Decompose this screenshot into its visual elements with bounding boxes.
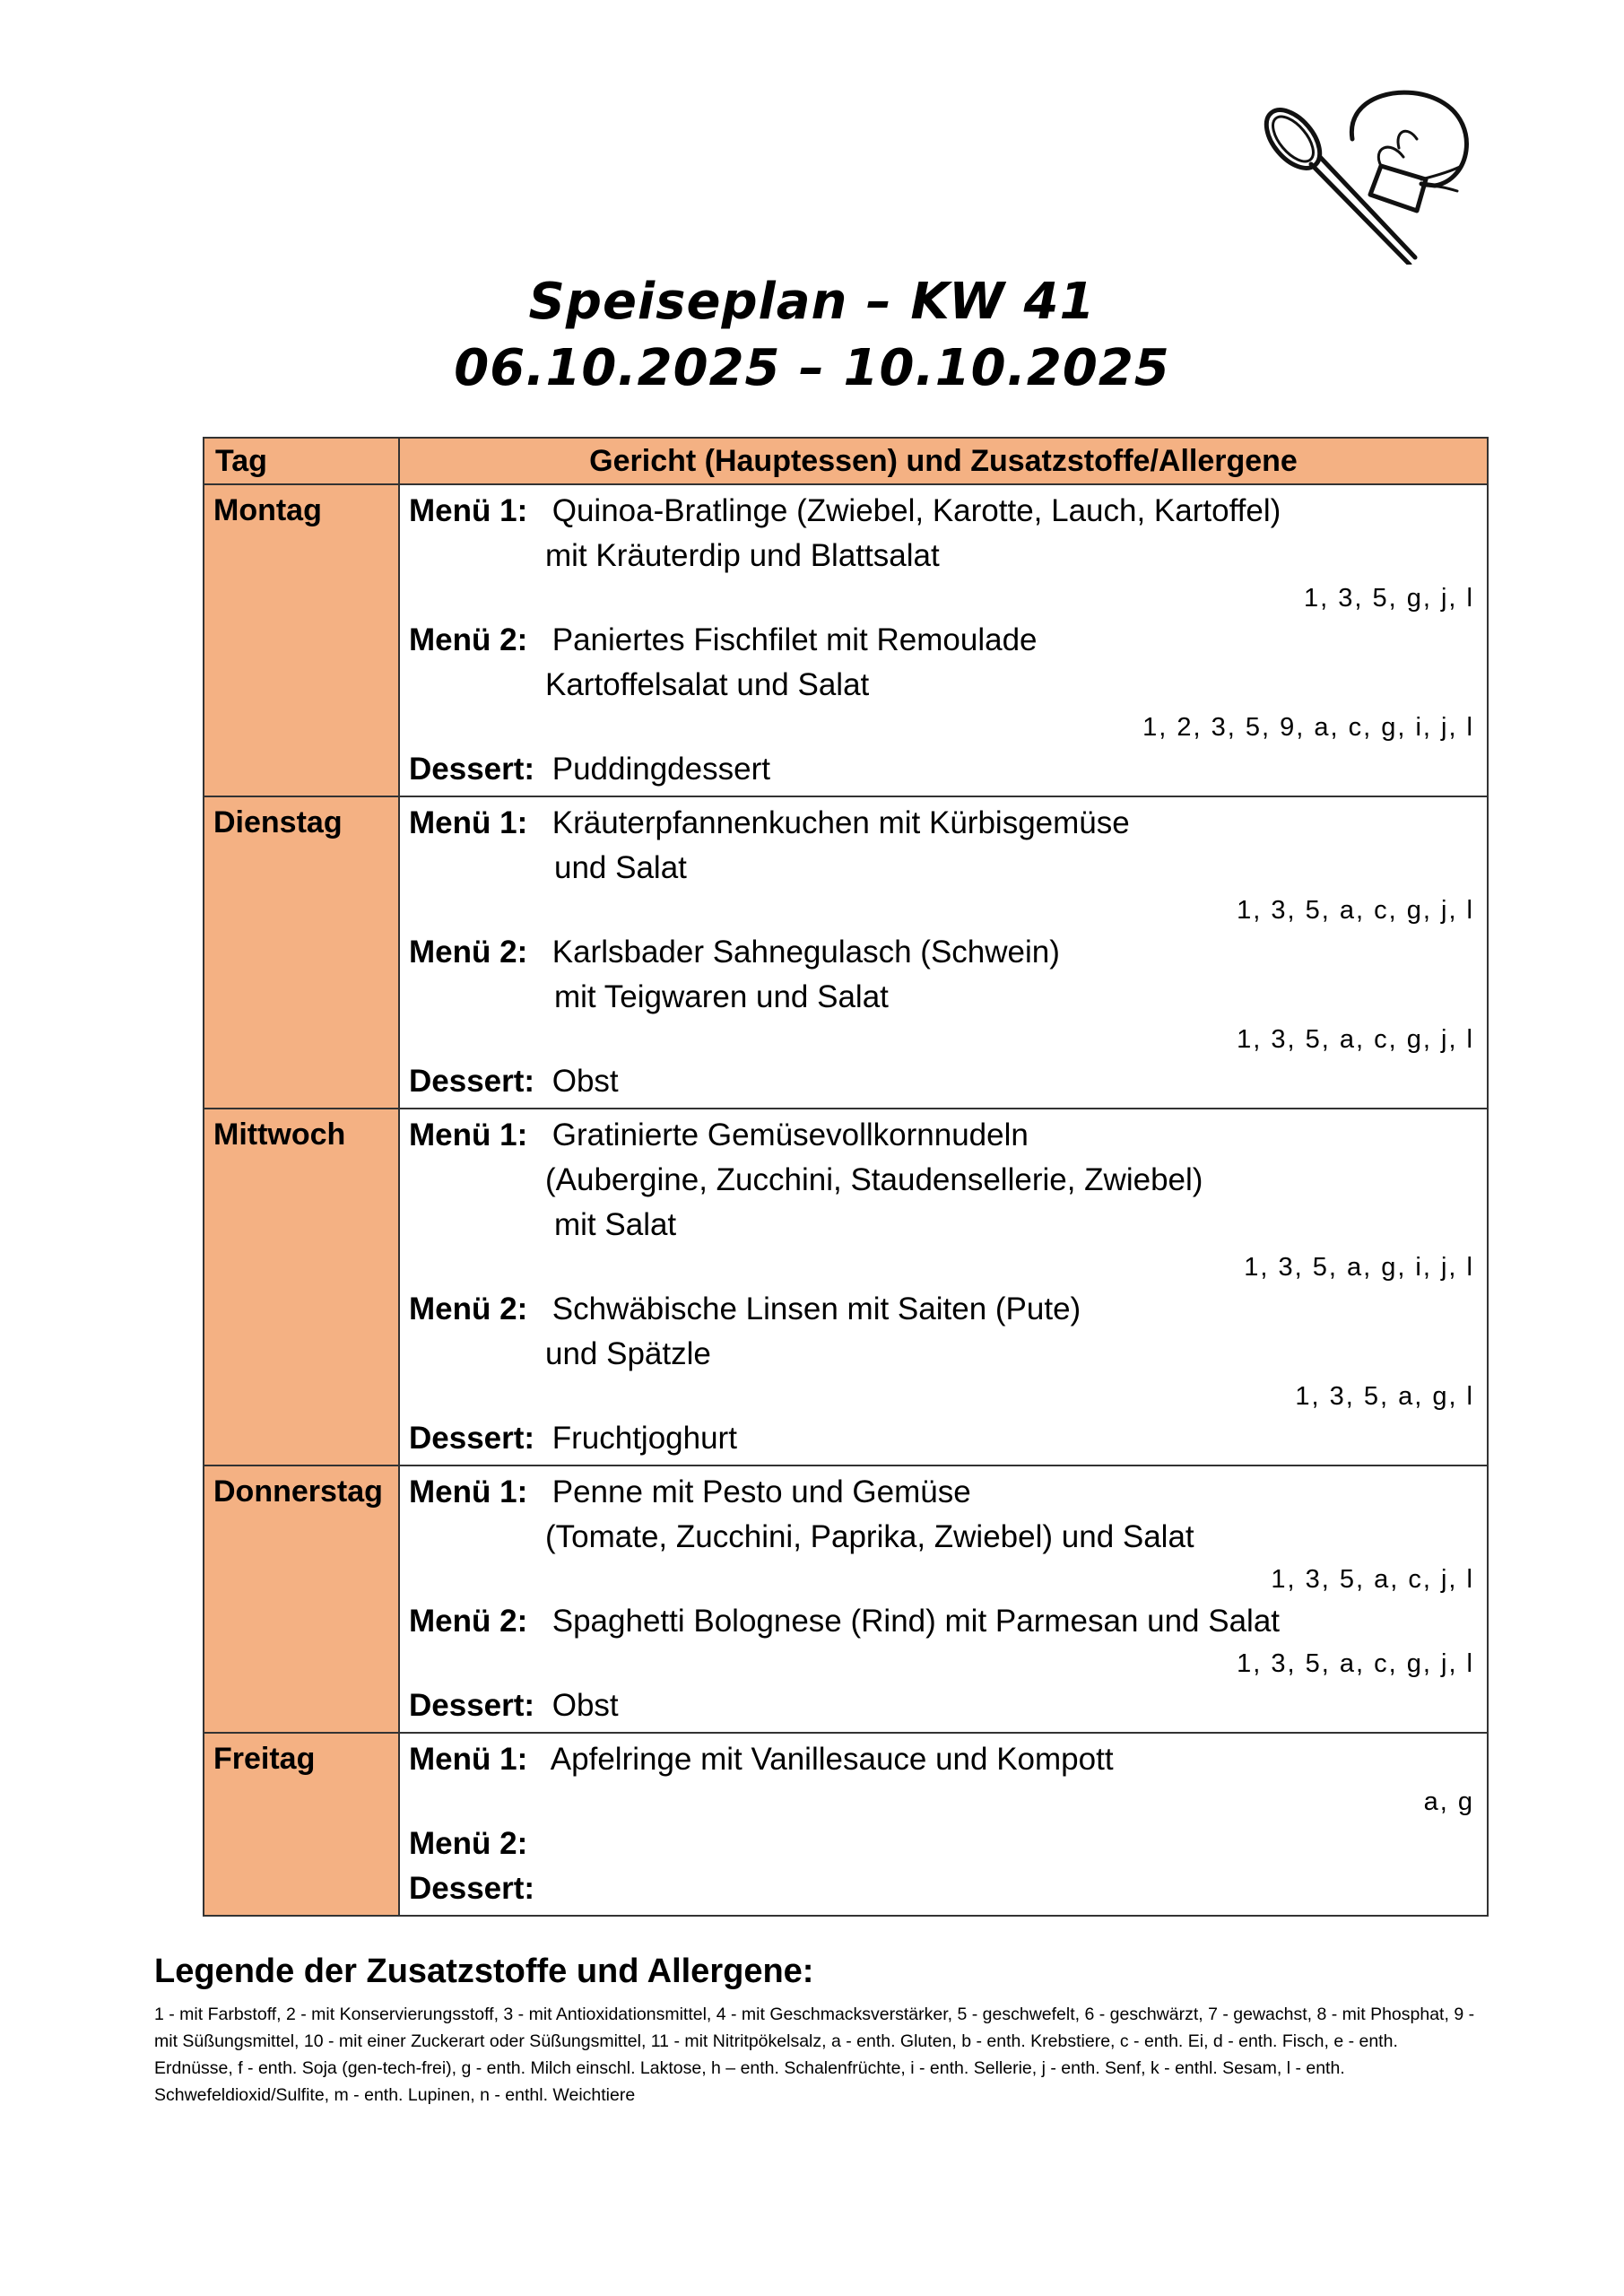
dessert-label: Dessert:: [409, 1064, 535, 1099]
menu1-text: Gratinierte Gemüsevollkornnudeln: [551, 1118, 1029, 1152]
menu1-text-cont: (Tomate, Zucchini, Paprika, Zwiebel) und Salat: [545, 1519, 1194, 1554]
menu1-allergen-codes: 1, 3, 5, a, c, j, l: [1271, 1565, 1474, 1594]
menu2-text-cont: mit Teigwaren und Salat: [554, 979, 889, 1014]
menu1-label: Menü 1:: [409, 493, 528, 528]
menu1-text: Penne mit Pesto und Gemüse: [551, 1474, 971, 1509]
menu1-text-cont: und Salat: [554, 850, 687, 885]
page-header: [0, 269, 1624, 402]
menu2-label: Menü 2:: [409, 1826, 528, 1861]
menu1-text: Apfelringe mit Vanillesauce und Kompott: [550, 1742, 1114, 1777]
menu2-allergen-codes: 1, 3, 5, a, c, g, j, l: [1237, 1649, 1474, 1678]
table-row-friday: [204, 1733, 1488, 1916]
day-label: Montag: [204, 484, 399, 796]
menu1-text-cont: mit Salat: [554, 1207, 677, 1242]
dessert-label: Dessert:: [409, 1421, 535, 1456]
dish-cell: [399, 796, 1488, 1109]
date-range: 06.10.2025 – 10.10.2025: [454, 339, 1170, 397]
table-row-monday: [204, 484, 1488, 796]
dessert-label: Dessert:: [409, 1871, 535, 1906]
menu2-allergen-codes: 1, 3, 5, a, g, l: [1295, 1382, 1474, 1411]
dessert-text: Obst: [551, 1688, 619, 1723]
menu1-text: Kräuterpfannenkuchen mit Kürbisgemüse: [551, 805, 1130, 840]
menu2-label: Menü 2:: [409, 1604, 528, 1639]
dish-cell: [399, 1465, 1488, 1733]
menu-table: [203, 437, 1489, 1917]
dessert-text: Fruchtjoghurt: [551, 1421, 737, 1456]
menu2-text-cont: und Spätzle: [545, 1336, 711, 1371]
column-header-dish: Gericht (Hauptessen) und Zusatzstoffe/Allergene: [399, 438, 1488, 484]
table-row-wednesday: [204, 1109, 1488, 1465]
day-label: Donnerstag: [204, 1465, 399, 1733]
menu1-allergen-codes: a, g: [1423, 1787, 1474, 1816]
menu2-allergen-codes: 1, 3, 5, a, c, g, j, l: [1237, 1025, 1474, 1054]
menu2-label: Menü 2:: [409, 1292, 528, 1326]
table-header-row: [204, 438, 1488, 484]
dish-cell: [399, 484, 1488, 796]
legend-title: Legende der Zusatzstoffe und Allergene:: [154, 1952, 814, 1990]
dessert-label: Dessert:: [409, 752, 535, 787]
menu1-text-cont: (Aubergine, Zucchini, Staudensellerie, Zwiebel): [545, 1162, 1203, 1197]
dish-cell: [399, 1733, 1488, 1916]
column-header-day: Tag: [204, 438, 399, 484]
menu1-text: Quinoa-Bratlinge (Zwiebel, Karotte, Lauch, Kartoffel): [551, 493, 1281, 528]
menu2-text: Paniertes Fischfilet mit Remoulade: [551, 622, 1038, 657]
menu1-allergen-codes: 1, 3, 5, g, j, l: [1304, 584, 1474, 613]
table-row-thursday: [204, 1465, 1488, 1733]
dessert-text: Puddingdessert: [551, 752, 770, 787]
page-title: Speiseplan – KW 41: [528, 273, 1096, 331]
menu2-text: Spaghetti Bolognese (Rind) mit Parmesan und Salat: [551, 1604, 1281, 1639]
dessert-label: Dessert:: [409, 1688, 535, 1723]
menu2-allergen-codes: 1, 2, 3, 5, 9, a, c, g, i, j, l: [1142, 713, 1474, 742]
menu1-allergen-codes: 1, 3, 5, a, g, i, j, l: [1244, 1253, 1474, 1282]
menu1-label: Menü 1:: [409, 1474, 528, 1509]
menu2-text: Schwäbische Linsen mit Saiten (Pute): [551, 1292, 1081, 1326]
menu2-text: Karlsbader Sahnegulasch (Schwein): [551, 935, 1060, 970]
table-row-tuesday: [204, 796, 1488, 1109]
dish-cell: [399, 1109, 1488, 1465]
menu2-label: Menü 2:: [409, 935, 528, 970]
menu1-label: Menü 1:: [409, 1742, 528, 1777]
menu1-allergen-codes: 1, 3, 5, a, c, g, j, l: [1237, 896, 1474, 925]
day-label: Mittwoch: [204, 1109, 399, 1465]
menu2-label: Menü 2:: [409, 622, 528, 657]
menu2-text-cont: Kartoffelsalat und Salat: [545, 667, 870, 702]
menu1-text-cont: mit Kräuterdip und Blattsalat: [545, 538, 940, 573]
menu1-label: Menü 1:: [409, 805, 528, 840]
day-label: Freitag: [204, 1733, 399, 1916]
menu1-label: Menü 1:: [409, 1118, 528, 1152]
dessert-text: Obst: [551, 1064, 619, 1099]
legend-text: 1 - mit Farbstoff, 2 - mit Konservierungsstoff, 3 - mit Antioxidationsmittel, 4 - mit Geschmacksverstärker, 5 - geschwefelt, 6 - geschwärzt, 7 - gewachst, 8 - mit Phosphat, 9 - mit Süßungsmittel, 10 - mit einer Zuckerart oder Süßungsmittel, 11 - mit Nitritpökelsalz, a - enth. Gluten, b - enth. Krebstiere, c - enth. Ei, d - enth. Fisch, e - enth. Erdnüsse, f - enth. Soja (gen-tech-frei), g - enth. Milch einschl. Laktose, h – enth. Schalenfrüchte, i - enth. Sellerie, j - enth. Senf, k - enthl. Sesam, l - enth. Schwefeldioxid/Sulfite, m - enth. Lupinen, n - enthl. Weichtiere: [154, 2005, 1475, 2105]
day-label: Dienstag: [204, 796, 399, 1109]
